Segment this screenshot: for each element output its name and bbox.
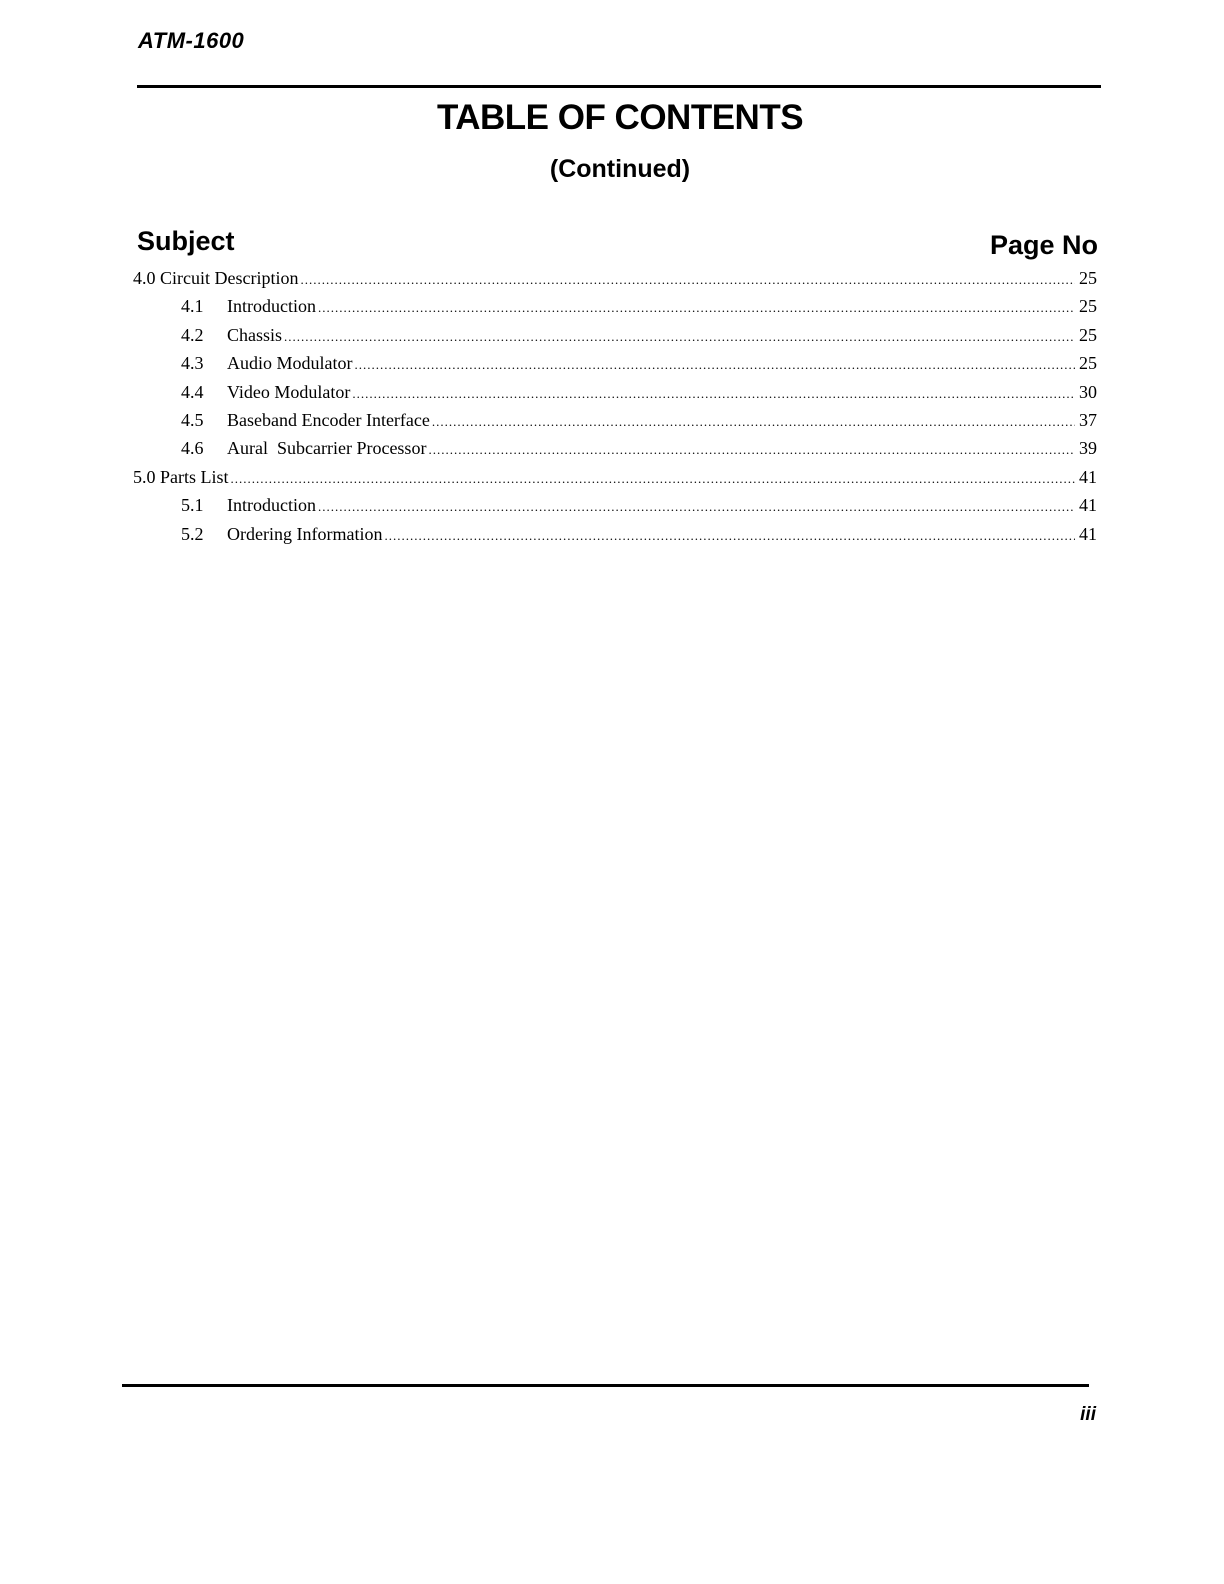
toc-entry-page: 25	[1079, 296, 1097, 317]
toc-entry-title: Ordering Information	[227, 523, 383, 544]
footer-page-number: iii	[1080, 1404, 1096, 1425]
subject-column-header: Subject	[137, 226, 235, 256]
top-divider	[137, 85, 1101, 88]
toc-leader-dots	[432, 408, 1075, 434]
document-model-header: ATM-1600	[138, 28, 245, 53]
toc-entry-page: 25	[1079, 353, 1097, 374]
toc-entry-title: Introduction	[227, 495, 316, 516]
toc-entry-page: 41	[1079, 466, 1097, 487]
toc-leader-dots	[300, 266, 1075, 292]
toc-entry	[133, 463, 1097, 491]
toc-entry-page: 25	[1079, 324, 1097, 345]
toc-leader-dots	[352, 380, 1075, 406]
toc-entry-number: 5.2	[181, 523, 204, 544]
toc-entry-page: 41	[1079, 523, 1097, 544]
toc-entry-title: Baseband Encoder Interface	[227, 409, 430, 430]
toc-entry-title: 4.0 Circuit Description	[133, 268, 299, 288]
toc-entry-title: 5.0 Parts List	[133, 466, 229, 487]
toc-leader-dots	[318, 493, 1075, 519]
toc-entry-number: 4.3	[181, 353, 204, 374]
toc-entry-number: 4.5	[181, 409, 204, 430]
toc-entry-title: Introduction	[227, 296, 316, 317]
toc-entry-page: 37	[1079, 409, 1097, 430]
toc-leader-dots	[384, 522, 1075, 548]
toc-leader-dots	[318, 294, 1075, 320]
toc-leader-dots	[284, 323, 1075, 349]
toc-leader-dots	[231, 465, 1075, 491]
toc-entry	[133, 491, 1097, 519]
toc-entry-title: Aural Subcarrier Processor	[227, 438, 427, 459]
toc-entry	[133, 406, 1097, 434]
toc-entry-title: Video Modulator	[227, 381, 351, 402]
toc-entry-page: 39	[1079, 438, 1097, 459]
toc-entry	[133, 349, 1097, 377]
toc-entry-number: 4.4	[181, 381, 204, 402]
toc-entry-page: 41	[1079, 495, 1097, 516]
toc-entry	[133, 321, 1097, 349]
toc-entry-page: 30	[1079, 381, 1097, 402]
toc-entry-number: 4.6	[181, 438, 204, 459]
page-subtitle: (Continued)	[549, 155, 691, 183]
toc-entry-number: 5.1	[181, 495, 204, 516]
toc-leader-dots	[428, 436, 1075, 462]
page-title: TABLE OF CONTENTS	[436, 98, 804, 137]
toc-entry-number: 4.2	[181, 324, 204, 345]
toc-leader-dots	[355, 351, 1076, 377]
toc-entry	[133, 434, 1097, 462]
toc-entry	[133, 378, 1097, 406]
toc-entry-title: Audio Modulator	[227, 353, 353, 374]
bottom-divider	[122, 1384, 1089, 1387]
page-number-column-header: Page No	[989, 230, 1098, 260]
toc-entry	[133, 264, 1097, 292]
toc-entry	[133, 520, 1097, 548]
table-of-contents	[133, 264, 1097, 548]
toc-entry-title: Chassis	[227, 324, 283, 345]
toc-entry-page: 25	[1079, 268, 1097, 288]
toc-entry	[133, 292, 1097, 320]
toc-entry-number: 4.1	[181, 296, 204, 317]
